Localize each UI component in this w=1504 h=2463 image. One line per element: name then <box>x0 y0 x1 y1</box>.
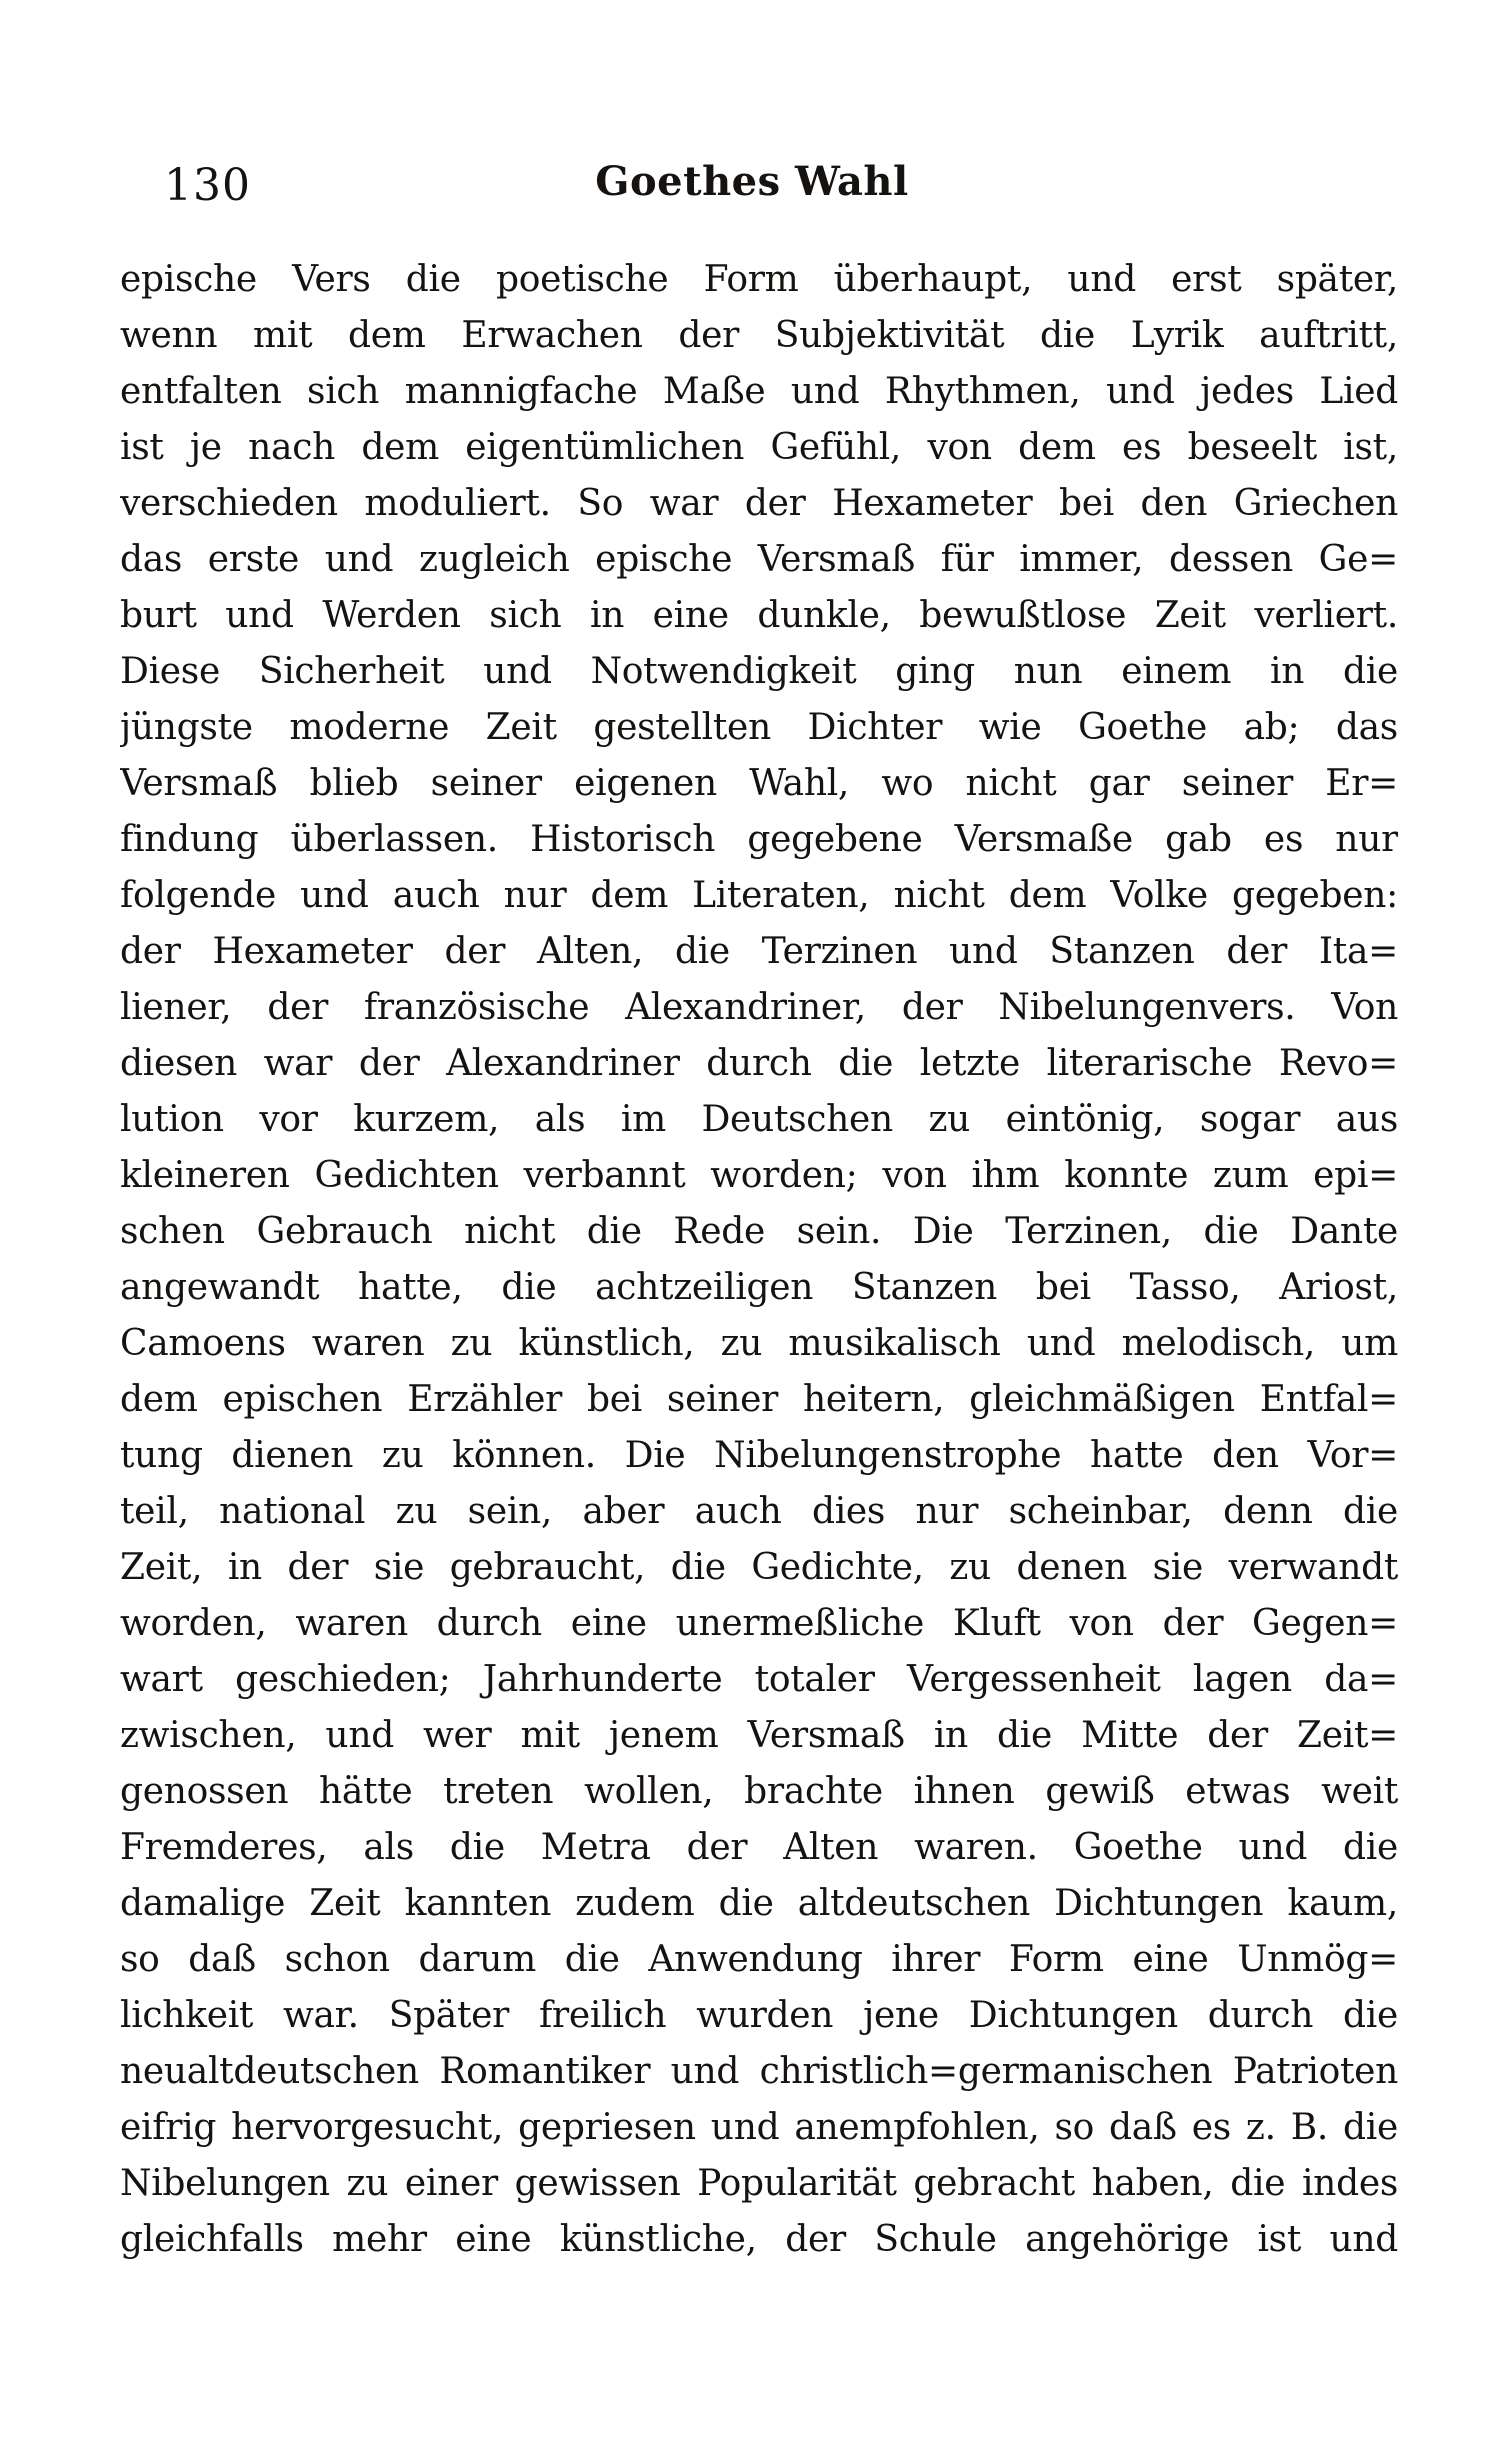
text-line: neualtdeutschen Romantiker und christlich=germanischen Patrioten <box>120 2051 1398 2092</box>
text-line: Fremderes, als die Metra der Alten waren. Goethe und die <box>120 1827 1398 1868</box>
text-line: wenn mit dem Erwachen der Subjektivität die Lyrik auftritt, <box>120 315 1398 356</box>
text-line: lichkeit war. Später freilich wurden jene Dichtungen durch die <box>120 1995 1398 2036</box>
text-line: kleineren Gedichten verbannt worden; von ihm konnte zum epi= <box>120 1155 1398 1196</box>
text-line: zwischen, und wer mit jenem Versmaß in die Mitte der Zeit= <box>120 1715 1398 1756</box>
text-line: wart geschieden; Jahrhunderte totaler Vergessenheit lagen da= <box>120 1659 1398 1700</box>
text-line: ist je nach dem eigentümlichen Gefühl, von dem es beseelt ist, <box>120 427 1398 468</box>
text-line: diesen war der Alexandriner durch die letzte literarische Revo= <box>120 1043 1398 1084</box>
text-line: verschieden moduliert. So war der Hexameter bei den Griechen <box>120 483 1398 524</box>
text-line: tung dienen zu können. Die Nibelungenstrophe hatte den Vor= <box>120 1435 1398 1476</box>
text-line: entfalten sich mannigfache Maße und Rhythmen, und jedes Lied <box>120 371 1398 412</box>
text-line: teil, national zu sein, aber auch dies nur scheinbar, denn die <box>120 1491 1398 1532</box>
text-line: folgende und auch nur dem Literaten, nicht dem Volke gegeben: <box>120 875 1398 916</box>
text-line: Nibelungen zu einer gewissen Popularität gebracht haben, die indes <box>120 2163 1398 2204</box>
text-line: der Hexameter der Alten, die Terzinen und Stanzen der Ita= <box>120 931 1398 972</box>
text-line: damalige Zeit kannten zudem die altdeutschen Dichtungen kaum, <box>120 1883 1398 1924</box>
text-line: lution vor kurzem, als im Deutschen zu eintönig, sogar aus <box>120 1099 1398 1140</box>
text-line: worden, waren durch eine unermeßliche Kluft von der Gegen= <box>120 1603 1398 1644</box>
text-line: Camoens waren zu künstlich, zu musikalisch und melodisch, um <box>120 1323 1398 1364</box>
text-line: findung überlassen. Historisch gegebene Versmaße gab es nur <box>120 819 1398 860</box>
text-line: jüngste moderne Zeit gestellten Dichter wie Goethe ab; das <box>120 707 1398 748</box>
running-head <box>0 158 1504 211</box>
text-line: dem epischen Erzähler bei seiner heitern, gleichmäßigen Entfal= <box>120 1379 1398 1420</box>
text-line: liener, der französische Alexandriner, der Nibelungenvers. Von <box>120 987 1398 1028</box>
text-line: schen Gebrauch nicht die Rede sein. Die Terzinen, die Dante <box>120 1211 1398 1252</box>
text-line: gleichfalls mehr eine künstliche, der Schule angehörige ist und <box>120 2219 1398 2260</box>
text-line: so daß schon darum die Anwendung ihrer Form eine Unmög= <box>120 1939 1398 1980</box>
text-line: Diese Sicherheit und Notwendigkeit ging nun einem in die <box>120 651 1398 692</box>
text-line: eifrig hervorgesucht, gepriesen und anempfohlen, so daß es z. B. die <box>120 2107 1398 2148</box>
text-line: genossen hätte treten wollen, brachte ihnen gewiß etwas weit <box>120 1771 1398 1812</box>
text-line: burt und Werden sich in eine dunkle, bewußtlose Zeit verliert. <box>120 595 1398 636</box>
page-number: 130 <box>164 160 251 211</box>
text-line: epische Vers die poetische Form überhaupt, und erst später, <box>120 259 1398 300</box>
text-line: das erste und zugleich epische Versmaß für immer, dessen Ge= <box>120 539 1398 580</box>
running-header-title: Goethes Wahl <box>595 158 909 205</box>
text-line: Versmaß blieb seiner eigenen Wahl, wo nicht gar seiner Er= <box>120 763 1398 804</box>
text-line: Zeit, in der sie gebraucht, die Gedichte, zu denen sie verwandt <box>120 1547 1398 1588</box>
text-line: angewandt hatte, die achtzeiligen Stanzen bei Tasso, Ariost, <box>120 1267 1398 1308</box>
body-text <box>120 252 1398 2268</box>
